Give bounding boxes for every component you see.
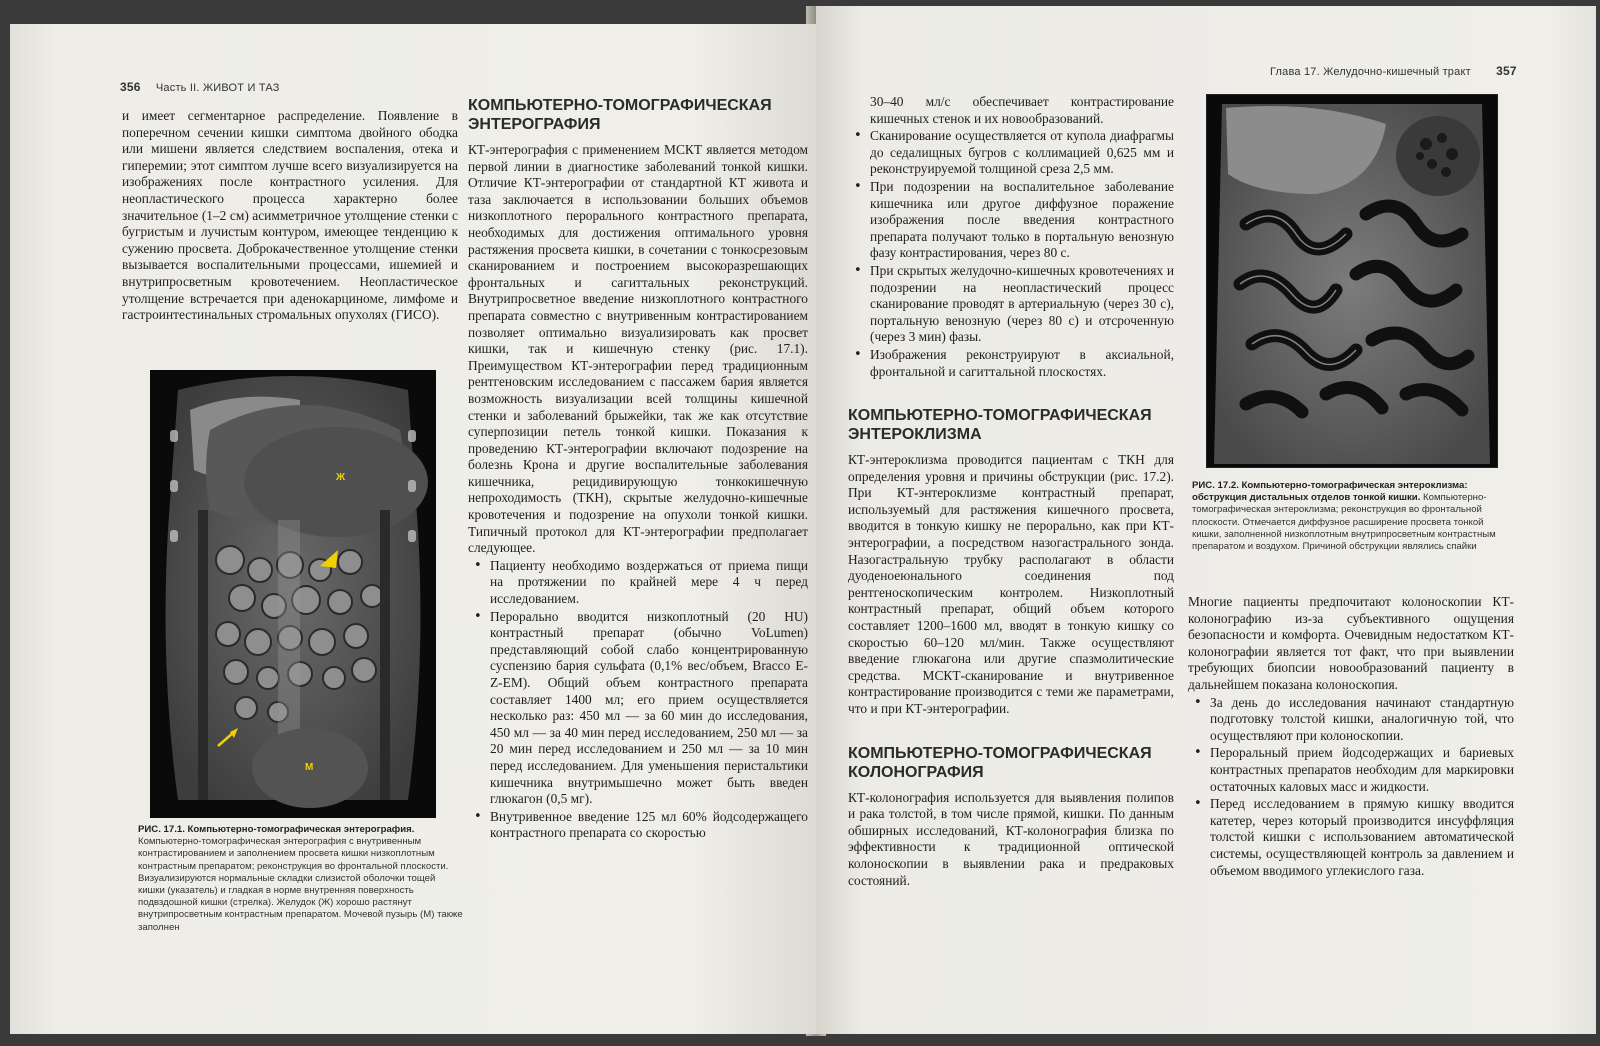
right-column-2 bbox=[1188, 594, 1514, 880]
list-item: • При подозрении на воспалительное заболевание кишечника или другое диффузное поражение изображения после введения контрастного препарата получают только в портальную венозную фазу контрастирования, через 80 с. bbox=[848, 179, 1174, 262]
figure-17-1-caption-title: РИС. 17.1. Компьютерно-томографическая энтерография. bbox=[138, 824, 415, 835]
paragraph-ct-enteroclysis: КТ-энтероклизма проводится пациентам с ТКН для определения уровня и причины обструкции (рис. 17.2). При КТ-энтероклизме контрастный препарат, используемый для растяжения кишечного просвета, вводится в тонкую кишку не перорально, как при КТ-энтерографии, а посредством назогастрального зонда. Назогастральную трубку располагают в области дуоденоеюнального соединения под рентгеноскопическим контролем. Низкоплотный контрастный препарат, общий объем которого составляет 1200–1600 мл, вводят в тонкую кишку со скоростью 60–120 мл/мин. Также осуществляют введение глюкагона или другие спазмолитические средства. МСКТ-сканирование и внутривенное контрастирование производится с теми же параметрами, что и при КТ-энтерографии. bbox=[848, 452, 1174, 716]
left-running-header bbox=[120, 80, 280, 94]
list-item: • Перорально вводится низкоплотный (20 HU) контрастный препарат (обычно VoLumen) представляющий собой слабо концентрированную суспензию бария сульфата (0,1% вес/объем, Bracco E-Z-EM). Общий объем контрастного препарата составляет 1400 мл; его прием осуществляется несколько раз: 450 мл — за 60 мин до исследования, 450 мл — за 40 мин перед исследованием, 250 мл — за 20 мин перед исследованием и 250 мл — за 10 мин перед исследованием. Для уменьшения перистальтики кишечника внутримышечно может быть введен глюкагон (0,5 мг). bbox=[468, 609, 808, 808]
list-item: • За день до исследования начинают стандартную подготовку толстой кишки, аналогичную той, что осуществляют при колоноскопии. bbox=[1188, 695, 1514, 745]
bladder-label: М bbox=[305, 762, 314, 773]
figure-17-2-ct-image bbox=[1206, 94, 1498, 468]
scan-protocol-list bbox=[848, 128, 1174, 380]
paragraph-ct-colonography: КТ-колонография используется для выявления полипов и рака толстой, в том числе прямой, кишки. По данным обширных исследований, КТ-колонография близка по эффективности к традиционной оптической колоноскопии в выявлении рака и предраковых состояний. bbox=[848, 789, 1174, 888]
figure-17-1-ct-image bbox=[150, 370, 436, 818]
figure-17-1-caption-body: Компьютерно-томографическая энтерография с внутривенным контрастированием и заполнением просвета кишки низкоплотным контрастным препаратом; реконструкция во фронтальной плоскости. Визуализируются нормальные складки слизистой оболочки тощей кишки (указатель) и гладкая в норме внутренняя поверхность подвздошной кишки (стрелка). Желудок (Ж) хорошо растянут внутрипросветным контрастным препаратом. Мочевой пузырь (М) также заполнен bbox=[138, 836, 463, 933]
left-page-number: 356 bbox=[120, 80, 141, 94]
heading-ct-colonography: КОМПЬЮТЕРНО-ТОМОГРАФИЧЕСКАЯ КОЛОНОГРАФИЯ bbox=[848, 744, 1152, 781]
list-item: • При скрытых желудочно-кишечных кровотечениях и подозрении на неопластический процесс сканирование проводят в артериальную (через 30 с), портальную венозную (через 80 с) и отсроченную (через 3 мин) фазы. bbox=[848, 263, 1174, 346]
left-column-1 bbox=[122, 108, 458, 324]
list-item: • Пациенту необходимо воздержаться от приема пищи на протяжении по крайней мере 4 ч перед исследованием. bbox=[468, 558, 808, 608]
left-column-2 bbox=[468, 96, 808, 843]
list-item: • Перед исследованием в прямую кишку вводится катетер, через который производится инсуффляция толстой кишки с использованием автоматической системы, осуществляющей контроль за давлением и объемом вводимого углекислого газа. bbox=[1188, 796, 1514, 879]
stomach-label: Ж bbox=[336, 472, 346, 483]
paragraph-colonography-preference: Многие пациенты предпочитают колоноскопии КТ-колонографию из-за субъективного ощущения безопасности и комфорта. Очевидным недостатком КТ-колонографии является тот факт, что при выявлении требующих биопсии новообразований пациенту в дальнейшем показана колоноскопия. bbox=[1188, 594, 1514, 692]
right-page bbox=[816, 6, 1596, 1034]
ct-enterography-scan bbox=[150, 370, 436, 818]
figure-17-2-caption-body: Компьютерно-томографическая энтероклизма; реконструкция во фронтальной плоскости. Отмечается диффузное расширение просвета тонкой кишки, заполненной низкоплотным внутрипросветным контрастным препаратом и воздухом. Причиной обструкции являлись спайки bbox=[1192, 492, 1496, 553]
list-item: • Изображения реконструируют в аксиальной, фронтальной и сагиттальной плоскостях. bbox=[848, 347, 1174, 380]
list-item: • Сканирование осуществляется от купола диафрагмы до седалищных бугров с коллимацией 0,625 мм и реконструируемой толщиной среза 2,5 мм. bbox=[848, 128, 1174, 178]
paragraph-ct-enterography: КТ-энтерография с применением МСКТ является методом первой линии в диагностике заболеваний тонкой кишки. Отличие КТ-энтерографии от стандартной КТ живота и таза заключается в использовании больших объемов низкоплотного перорального контрастного препарата, необходимых для достижения оптимального уровня растяжения просвета кишки, в сочетании с тонкосрезовым сканированием и построением высокоразрешающих фронтальных и сагиттальных реконструкций. Внутрипросветное введение низкоплотного контрастного препарата совместно с внутривенным контрастированием позволяет оптимально визуализировать как просвет кишки, так и кишечную стенку (рис. 17.1). Преимуществом КТ-энтерографии перед традиционным рентгеновским исследованием с пассажем бария является возможность визуализации всей толщины кишечной стенки и заболеваний брыжейки, так же как отсутствие суперпозиции петель тонкой кишки. Показания к проведению КТ-энтерографии включают подозрение на болезнь Крона и другие воспалительные заболевания кишечника, рецидивирующую тонкокишечную непроходимость (ТКН), скрытые желудочно-кишечные кровотечения и подозрение на опухоли тонкой кишки. Типичный протокол для КТ-энтерографии предполагает следующее. bbox=[468, 142, 808, 556]
left-running-head: Часть II. ЖИВОТ И ТАЗ bbox=[155, 82, 280, 94]
paragraph-wall-thickening: и имеет сегментарное распределение. Появление в поперечном сечении кишки симптома двойного ободка или мишени является следствием воспаления, отека и гиперемии; этот симптом лучше всего визуализируется на изображениях после контрастного усиления. Для неопластического процесса характерно более значительное (1–2 см) асимметричное утолщение стенки с бугристым и лучистым контуром, имеющее тенденцию к сужению просвета. Доброкачественное утолщение стенки вызывается воспалительными процессами, ишемией и внутрипросветным кровотечением. Неопластическое утолщение встречается при аденокарциноме, лимфоме и гастроинтестинальных стромальных опухолях (ГИСО). bbox=[122, 108, 458, 323]
left-page bbox=[10, 24, 816, 1034]
continued-paragraph: 30–40 мл/с обеспечивает контрастирование кишечных стенок и их новообразований. bbox=[870, 94, 1174, 126]
heading-ct-enteroclysis: КОМПЬЮТЕРНО-ТОМОГРАФИЧЕСКАЯ ЭНТЕРОКЛИЗМА bbox=[848, 407, 1152, 444]
ct-enteroclysis-scan bbox=[1206, 94, 1498, 468]
right-column-1 bbox=[848, 94, 1174, 889]
heading-ct-enterography: КОМПЬЮТЕРНО-ТОМОГРАФИЧЕСКАЯ ЭНТЕРОГРАФИЯ bbox=[468, 97, 772, 133]
figure-17-2-caption-title: РИС. 17.2. Компьютерно-томографическая энтероклизма: обструкция дистальных отделов тонкой кишки. bbox=[1192, 480, 1468, 504]
right-running-header bbox=[1270, 64, 1517, 78]
figure-17-2-caption bbox=[1192, 480, 1510, 553]
colonography-protocol-list bbox=[1188, 695, 1514, 880]
list-item: • Пероральный прием йодсодержащих и бариевых контрастных препаратов необходим для маркировки остаточных каловых масс и жидкости. bbox=[1188, 745, 1514, 795]
right-running-head: Глава 17. Желудочно-кишечный тракт bbox=[1270, 66, 1471, 78]
enterography-protocol-list bbox=[468, 558, 808, 842]
figure-17-1-caption bbox=[138, 824, 464, 934]
list-item: • Внутривенное введение 125 мл 60% йодсодержащего контрастного препарата со скоростью bbox=[468, 809, 808, 842]
right-page-number: 357 bbox=[1496, 64, 1517, 78]
